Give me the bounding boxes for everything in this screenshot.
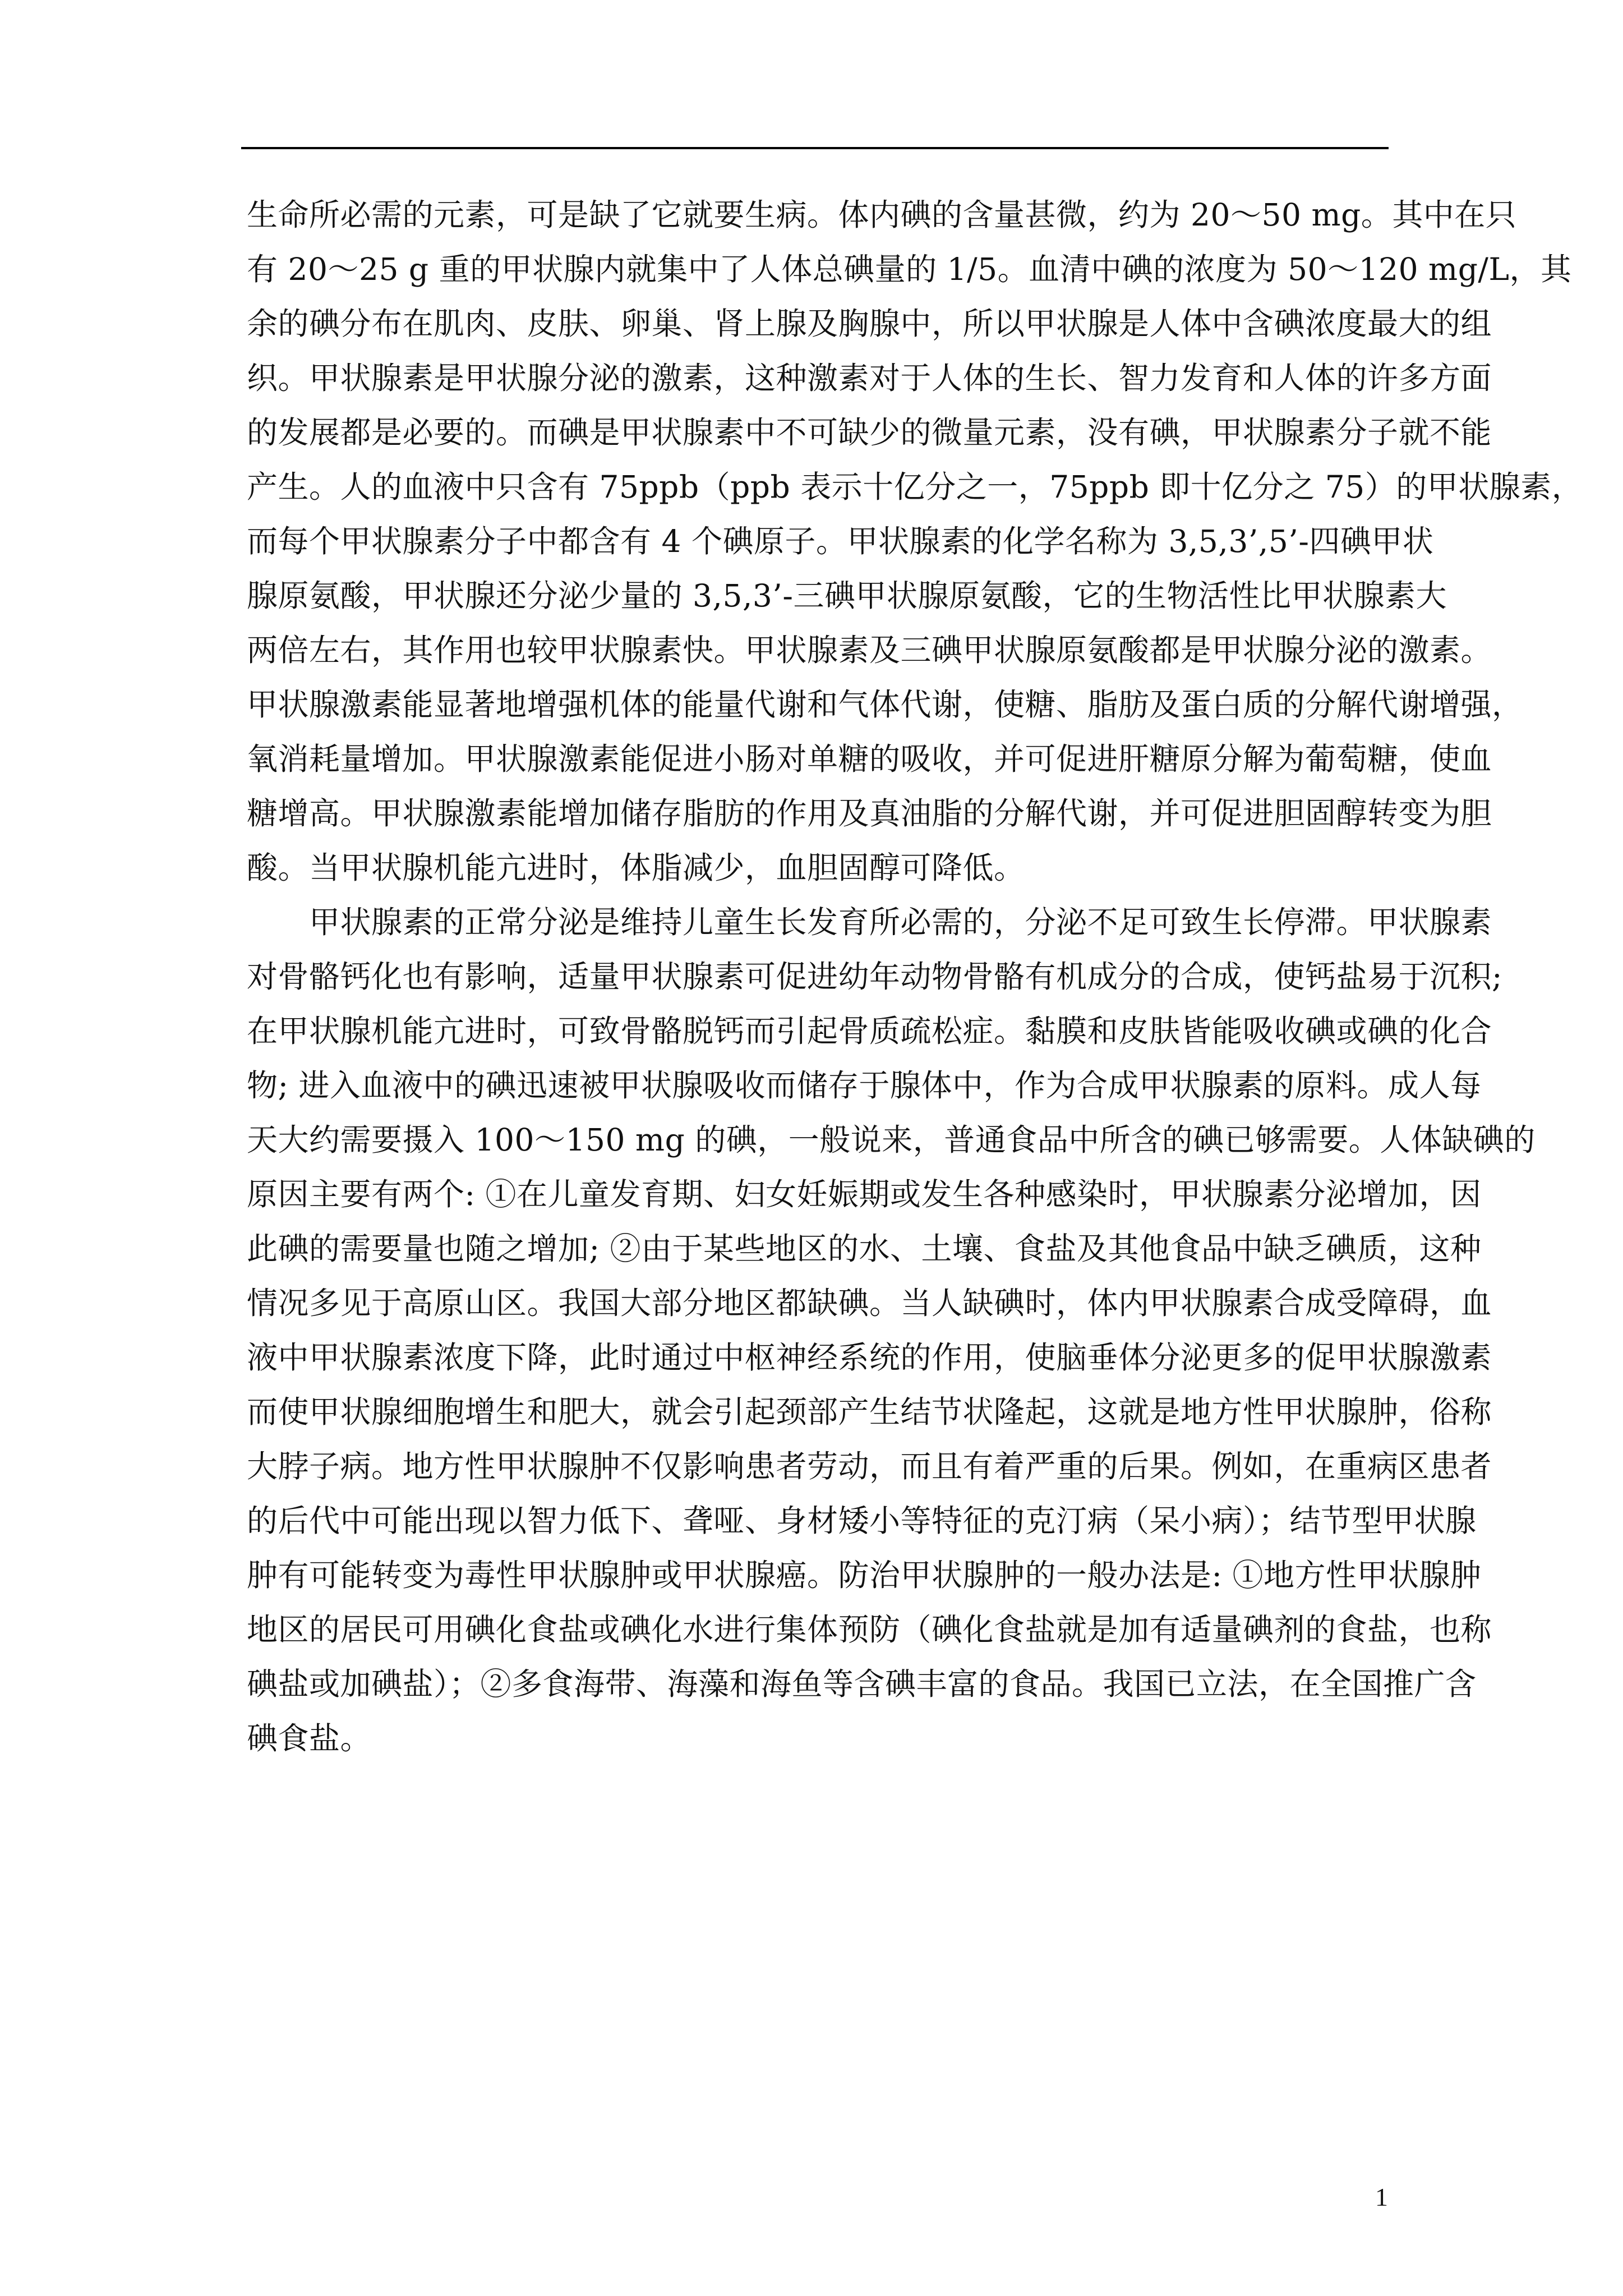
text-line: 织。甲状腺素是甲状腺分泌的激素，这种激素对于人体的生长、智力发育和人体的许多方面	[247, 360, 1492, 396]
text-line: 地区的居民可用碘化食盐或碘化水进行集体预防（碘化食盐就是加有适量碘剂的食盐，也称	[247, 1612, 1492, 1648]
text-line: 甲状腺激素能显著地增强机体的能量代谢和气体代谢，使糖、脂肪及蛋白质的分解代谢增强，	[247, 687, 1523, 723]
text-line: 产生。人的血液中只含有 75ppb（ppb 表示十亿分之一，75ppb 即十亿分之 75）的甲状腺素，	[247, 469, 1583, 505]
text-line: 腺原氨酸，甲状腺还分泌少量的 3,5,3’-三碘甲状腺原氨酸，它的生物活性比甲状腺素大	[247, 578, 1447, 614]
text-line: 的发展都是必要的。而碘是甲状腺素中不可缺少的微量元素，没有碘，甲状腺素分子就不能	[247, 415, 1492, 450]
text-line: 物; 进入血液中的碘迅速被甲状腺吸收而储存于腺体中，作为合成甲状腺素的原料。成人每	[247, 1068, 1482, 1103]
text-line: 碘盐或加碘盐）；②多食海带、海藻和海鱼等含碘丰富的食品。我国已立法，在全国推广含	[247, 1666, 1477, 1702]
text-line: 糖增高。甲状腺激素能增加储存脂肪的作用及真油脂的分解代谢，并可促进胆固醇转变为胆	[247, 795, 1492, 831]
page-number: 1	[1375, 2183, 1388, 2211]
text-line: 余的碘分布在肌肉、皮肤、卵巢、肾上腺及胸腺中，所以甲状腺是人体中含碘浓度最大的组	[247, 306, 1492, 342]
text-line: 情况多见于高原山区。我国大部分地区都缺碘。当人缺碘时，体内甲状腺素合成受障碍，血	[247, 1285, 1492, 1321]
header-rule	[241, 147, 1389, 149]
text-line: 两倍左右，其作用也较甲状腺素快。甲状腺素及三碘甲状腺原氨酸都是甲状腺分泌的激素。	[247, 632, 1492, 668]
paragraph-2	[247, 895, 1536, 1766]
text-line: 原因主要有两个: ①在儿童发育期、妇女妊娠期或发生各种感染时，甲状腺素分泌增加，因	[247, 1176, 1482, 1212]
document-body	[247, 188, 1583, 1766]
paragraph-1	[247, 188, 1583, 895]
text-line: 液中甲状腺素浓度下降，此时通过中枢神经系统的作用，使脑垂体分泌更多的促甲状腺激素	[247, 1340, 1492, 1375]
text-line: 酸。当甲状腺机能亢进时，体脂减少，血胆固醇可降低。	[247, 850, 1025, 886]
text-line: 而每个甲状腺素分子中都含有 4 个碘原子。甲状腺素的化学名称为 3,5,3’,5’-四碘甲状	[247, 523, 1434, 559]
text-line: 对骨骼钙化也有影响，适量甲状腺素可促进幼年动物骨骼有机成分的合成，使钙盐易于沉积;	[247, 959, 1503, 995]
text-line: 而使甲状腺细胞增生和肥大，就会引起颈部产生结节状隆起，这就是地方性甲状腺肿，俗称	[247, 1394, 1492, 1430]
text-line: 大脖子病。地方性甲状腺肿不仅影响患者劳动，而且有着严重的后果。例如，在重病区患者	[247, 1448, 1492, 1484]
text-line: 天大约需要摄入 100～150 mg 的碘，一般说来，普通食品中所含的碘已够需要。人体缺碘的	[247, 1122, 1536, 1158]
text-line: 碘食盐。	[247, 1720, 372, 1756]
text-line: 在甲状腺机能亢进时，可致骨骼脱钙而引起骨质疏松症。黏膜和皮肤皆能吸收碘或碘的化合	[247, 1013, 1492, 1049]
text-line: 有 20～25 g 重的甲状腺内就集中了人体总碘量的 1/5。血清中碘的浓度为 50～120 mg/L，其	[247, 251, 1572, 287]
text-line: 的后代中可能出现以智力低下、聋哑、身材矮小等特征的克汀病（呆小病）；结节型甲状腺	[247, 1503, 1477, 1539]
text-line: 生命所必需的元素，可是缺了它就要生病。体内碘的含量甚微，约为 20～50 mg。其中在只	[247, 197, 1517, 233]
text-line: 肿有可能转变为毒性甲状腺肿或甲状腺癌。防治甲状腺肿的一般办法是: ①地方性甲状腺肿	[247, 1557, 1482, 1593]
text-line: 此碘的需要量也随之增加; ②由于某些地区的水、土壤、食盐及其他食品中缺乏碘质，这种	[247, 1231, 1482, 1267]
text-line: 甲状腺素的正常分泌是维持儿童生长发育所必需的，分泌不足可致生长停滞。甲状腺素	[247, 904, 1492, 940]
text-line: 氧消耗量增加。甲状腺激素能促进小肠对单糖的吸收，并可促进肝糖原分解为葡萄糖，使血	[247, 741, 1492, 777]
